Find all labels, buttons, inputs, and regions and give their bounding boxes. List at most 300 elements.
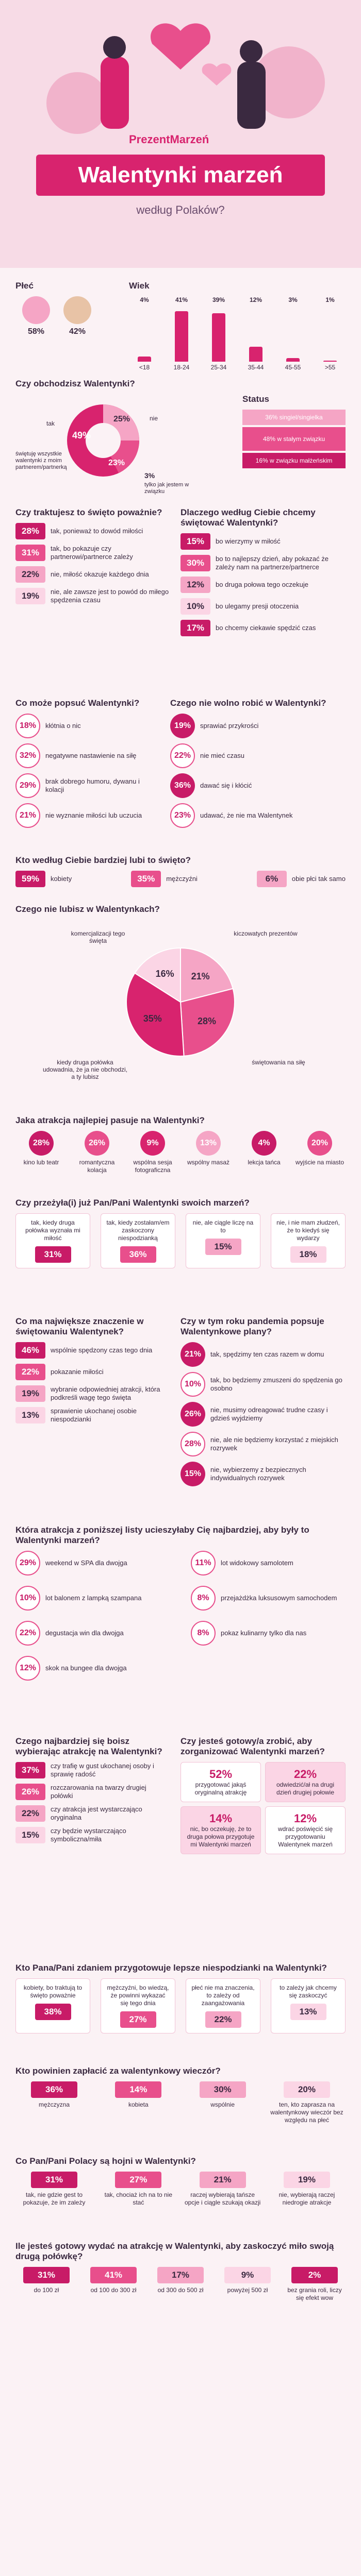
q-ruin-title: Co może popsuć Walentynki? xyxy=(15,698,140,708)
q_forbidden-value: 23% xyxy=(170,803,195,828)
age-bar-value: 12% xyxy=(249,296,262,303)
q_dream-card xyxy=(186,1213,260,1268)
q_why-row xyxy=(180,598,346,615)
q_organizer-card xyxy=(15,1978,90,2033)
q_bucket-label: przejażdżka luksusowym samochodem xyxy=(221,1594,337,1602)
heart-icon xyxy=(151,23,210,70)
q_ready-value: 14% xyxy=(209,1812,233,1825)
q-dislike xyxy=(15,904,346,1105)
q_spend-value: 2% xyxy=(291,2267,338,2283)
q_ready-label: odwiedzić/ał na drugi dzień drugiej połowie xyxy=(276,1781,335,1796)
forbidden-list xyxy=(170,714,346,828)
q_bucket-row xyxy=(15,1551,170,1575)
q_spend-item xyxy=(83,2267,144,2302)
q_dream-value: 15% xyxy=(205,1239,241,1255)
q_dream-value: 36% xyxy=(120,1246,156,1263)
q_pandemic-label: nie, ale nie będziemy korzystać z miejskich rozrywek xyxy=(210,1436,338,1452)
q_pandemic-label: tak, bo będziemy zmuszeni do spędzenia go osobno xyxy=(210,1376,342,1392)
age-bar xyxy=(249,347,262,362)
q_spend-item xyxy=(150,2267,211,2302)
q_forbidden-label: nie mieć czasu xyxy=(200,752,244,759)
who-value: 6% xyxy=(257,871,287,887)
q_attraction-label: wspólny masaż xyxy=(187,1159,230,1166)
q_pay-item xyxy=(15,2081,93,2124)
who-label: obie płci tak samo xyxy=(291,875,346,883)
age-bar-wrap xyxy=(249,305,262,362)
q_serious-row xyxy=(15,523,170,539)
q_why-row xyxy=(180,533,346,550)
q-who-title: Kto według Ciebie bardziej lubi to święto? xyxy=(15,855,191,865)
age-bar-wrap xyxy=(323,305,337,362)
q_fear-value: 15% xyxy=(15,1827,45,1843)
dislike-label-2: kiedy druga połówka udowadnia, że ja nie obchodzi, a ty lubisz xyxy=(42,1059,128,1080)
q_poles-value: 19% xyxy=(284,2172,330,2188)
female-value: 58% xyxy=(27,327,45,336)
q_poles-item xyxy=(268,2172,346,2207)
dislike-label-0: kiczowatych prezentów xyxy=(234,930,298,937)
q_why-label: bo wierzymy w miłość xyxy=(216,537,281,545)
pie-value-label: 28% xyxy=(197,1016,216,1027)
q_forbidden-value: 19% xyxy=(170,714,195,738)
q_bucket-value: 11% xyxy=(191,1551,216,1575)
q-forbidden-title: Czego nie wolno robić w Walentynki? xyxy=(170,698,326,708)
q_bucket-row xyxy=(191,1586,346,1611)
q_bucket-row xyxy=(15,1586,170,1611)
q_attraction-value: 28% xyxy=(29,1131,54,1156)
q_serious-label: tak, ponieważ to dowód miłości xyxy=(51,527,143,535)
q_organizer-label: to zależy jak chcemy się zaskoczyć xyxy=(280,1984,337,1999)
who-row xyxy=(131,871,198,887)
q_why-value: 30% xyxy=(180,555,210,571)
q_bucket-label: lot widokowy samolotem xyxy=(221,1559,293,1567)
q_poles-value: 21% xyxy=(200,2172,246,2188)
serious-list xyxy=(15,523,170,604)
q_ready-card xyxy=(180,1806,261,1854)
q_attraction-item xyxy=(15,1131,67,1174)
age-bar-col xyxy=(277,296,308,371)
gender-title: Płeć xyxy=(15,281,34,291)
hero xyxy=(0,0,361,268)
q_dream-value: 18% xyxy=(290,1246,326,1263)
q_poles-label: tak, nie gdzie gest to pokazuje, że im zależy xyxy=(23,2191,86,2206)
who-value: 59% xyxy=(15,871,45,887)
q-who xyxy=(15,855,346,892)
q_spend-item xyxy=(15,2267,77,2302)
q_pay-label: mężczyzna xyxy=(38,2101,70,2108)
q_dream-card xyxy=(101,1213,175,1268)
organizer-list xyxy=(15,1978,346,2033)
q_ready-card xyxy=(265,1806,346,1854)
q_serious-row xyxy=(15,545,170,561)
q_pay-value: 30% xyxy=(200,2081,246,2098)
q_attraction-item xyxy=(238,1131,290,1174)
female-icon xyxy=(22,296,50,324)
q_organizer-value: 27% xyxy=(120,2011,156,2028)
age-bar-wrap xyxy=(175,305,188,362)
q_why-value: 10% xyxy=(180,598,210,615)
q_forbidden-row xyxy=(170,714,346,738)
male-value: 42% xyxy=(69,327,86,336)
ruin-list xyxy=(15,714,160,828)
q_spend-item xyxy=(217,2267,278,2302)
q_attraction-item xyxy=(183,1131,234,1174)
dislike-label-3: komercjalizacji tego święta xyxy=(71,930,125,944)
q_forbidden-label: sprawiać przykrości xyxy=(200,722,259,730)
age-bar-wrap xyxy=(138,305,151,362)
q_pay-label: wspólnie xyxy=(210,2101,235,2108)
q_bucket-row xyxy=(191,1551,346,1575)
q_meaning-row xyxy=(15,1342,170,1359)
q_bucket-label: degustacja win dla dwojga xyxy=(45,1629,124,1637)
q_ready-label: wdrać poświęcić się przygotowaniu Walentynek marzeń xyxy=(277,1825,333,1848)
celebrate-label-no: nie xyxy=(150,415,158,422)
page-title: Walentynki marzeń xyxy=(36,155,325,196)
q_ready-value: 22% xyxy=(293,1768,317,1781)
q_serious-value: 19% xyxy=(15,588,45,604)
q_pandemic-value: 26% xyxy=(180,1402,205,1427)
q_ruin-value: 32% xyxy=(15,743,40,768)
q_spend-value: 9% xyxy=(224,2267,271,2283)
q_meaning-row xyxy=(15,1407,170,1423)
q_ready-card xyxy=(265,1762,346,1802)
age-bar-col xyxy=(203,296,234,371)
who-value: 35% xyxy=(131,871,161,887)
age-bar xyxy=(175,311,188,362)
pie-value-label: 16% xyxy=(155,968,174,979)
q_why-row xyxy=(180,577,346,593)
bucket-list-right xyxy=(191,1551,346,1691)
q_ruin-value: 21% xyxy=(15,803,40,828)
spend-list xyxy=(15,2267,346,2302)
pie-value-label: 35% xyxy=(143,1013,162,1024)
q-celebrate xyxy=(15,379,346,497)
q-dream-title: Czy przeżyła(i) już Pan/Pani Walentynki swoich marzeń? xyxy=(15,1198,250,1208)
q_organizer-card xyxy=(271,1978,346,2033)
q_spend-label: od 300 do 500 zł xyxy=(157,2286,204,2294)
q_attraction-item xyxy=(294,1131,346,1174)
celebrate-label-yes: tak xyxy=(46,420,55,427)
q_attraction-value: 26% xyxy=(85,1131,109,1156)
q_pandemic-value: 15% xyxy=(180,1462,205,1486)
q_attraction-label: lekcja tańca xyxy=(248,1159,281,1166)
q_serious-label: nie, miłość okazuje każdego dnia xyxy=(51,570,149,578)
q-ruin-forbidden xyxy=(15,698,346,833)
q_dream-value: 31% xyxy=(35,1246,71,1263)
q_organizer-label: kobiety, bo traktują to święto poważnie xyxy=(23,1984,83,1999)
q_dream-label: nie, i nie mam złudzeń, że to kiedyś się wydarzy xyxy=(276,1219,340,1242)
q_why-value: 12% xyxy=(180,577,210,593)
q_pay-item xyxy=(268,2081,346,2124)
q_meaning-value: 19% xyxy=(15,1385,45,1402)
q_ready-label: nic, bo oczekuję, że to druga połowa przygotuje mi Walentynki marzeń xyxy=(187,1825,255,1848)
age-bar-value: 39% xyxy=(212,296,225,303)
q-bucket-title: Która atrakcja z poniższej listy ucieszyłaby Cię najbardziej, aby były to Walentynki marzeń? xyxy=(15,1525,309,1545)
q_dream-label: tak, kiedy druga połówka wyznała mi miłość xyxy=(25,1219,80,1242)
celebrate-value-relationship: 3% xyxy=(144,471,155,480)
age-bar-col xyxy=(315,296,346,371)
q_pandemic-row xyxy=(180,1462,346,1486)
q_forbidden-label: udawać, że nie ma Walentynek xyxy=(200,811,293,819)
celebrate-value-all: 23% xyxy=(108,459,125,467)
q_poles-item xyxy=(184,2172,261,2207)
q_ready-label: przygotować jakąś oryginalną atrakcję xyxy=(194,1781,247,1796)
q-pay-title: Kto powinien zapłacić za walentynkowy wieczór? xyxy=(15,2066,221,2076)
q_pay-value: 14% xyxy=(115,2081,161,2098)
q_pandemic-label: tak, spędzimy ten czas razem w domu xyxy=(210,1350,324,1358)
q-spend xyxy=(15,2241,346,2302)
q_serious-value: 31% xyxy=(15,545,45,561)
q_spend-label: powyżej 500 zł xyxy=(227,2286,268,2294)
q_dream-label: nie, ale ciągle liczę na to xyxy=(192,1219,254,1234)
q_meaning-value: 22% xyxy=(15,1364,45,1380)
q_bucket-value: 8% xyxy=(191,1586,216,1611)
pie-value-label: 21% xyxy=(191,971,210,982)
q-celebrate-title: Czy obchodzisz Walentynki? xyxy=(15,379,135,388)
age-bar-label: 35-44 xyxy=(248,364,264,371)
q_poles-value: 31% xyxy=(31,2172,77,2188)
age-bar-label: 45-55 xyxy=(285,364,301,371)
q_dream-label: tak, kiedy zostałam/em zaskoczony niespodzianką xyxy=(106,1219,170,1242)
q_organizer-card xyxy=(101,1978,175,2033)
age-bar-wrap xyxy=(286,305,300,362)
who-row xyxy=(257,871,346,887)
age-title: Wiek xyxy=(129,281,150,291)
dream-list xyxy=(15,1213,346,1268)
q_bucket-row xyxy=(15,1621,170,1646)
q-dream xyxy=(15,1198,346,1268)
q_fear-label: czy trafię w gust ukochanej osoby i sprawię radość xyxy=(51,1762,154,1778)
q_attraction-value: 20% xyxy=(307,1131,332,1156)
q-poles xyxy=(15,2156,346,2207)
q_forbidden-row xyxy=(170,743,346,768)
who-label: kobiety xyxy=(51,875,72,883)
q_bucket-label: skok na bungee dla dwojga xyxy=(45,1664,127,1672)
heart-icon xyxy=(202,63,232,86)
q-poles-title: Co Pan/Pani Polacy są hojni w Walentynki? xyxy=(15,2156,196,2166)
age-bar xyxy=(286,358,300,362)
q_why-label: bo to najlepszy dzień, aby pokazać że zależy nam na partnerze/partnerce xyxy=(216,555,329,571)
man-figure xyxy=(101,57,129,129)
page-subtitle: według Polaków? xyxy=(136,204,225,216)
q_ruin-value: 18% xyxy=(15,714,40,738)
q_pay-label: ten, kto zaprasza na walentynkowy wieczór bez względu na płeć xyxy=(270,2101,343,2124)
q_why-label: bo ulegamy presji otoczenia xyxy=(216,602,299,610)
status-title: Status xyxy=(242,394,269,404)
q_pandemic-row xyxy=(180,1432,346,1456)
q_fear-label: rozczarowania na twarzy drugiej połówki xyxy=(51,1784,146,1800)
q_forbidden-value: 36% xyxy=(170,773,195,798)
q_fear-label: czy atrakcja jest wystarczająco oryginalna xyxy=(51,1805,142,1821)
status-married: 16% w związku małżeńskim xyxy=(242,453,346,468)
q-meaning-pandemic xyxy=(15,1316,346,1492)
who-row xyxy=(15,871,72,887)
attraction-list xyxy=(15,1131,346,1174)
q_ruin-row xyxy=(15,743,160,768)
q_pandemic-row xyxy=(180,1402,346,1427)
q_serious-label: nie, ale zawsze jest to powód do miłego spędzenia czasu xyxy=(51,588,169,604)
age-bar-label: 25-34 xyxy=(210,364,227,371)
q_fear-label: czy będzie wystarczająco symboliczna/miła xyxy=(51,1827,126,1843)
q_forbidden-value: 22% xyxy=(170,743,195,768)
q-spend-title: Ile jesteś gotowy wydać na atrakcję w Walentynki, aby zaskoczyć miło swoją drugą połówkę? xyxy=(15,2241,334,2261)
q_poles-value: 27% xyxy=(115,2172,161,2188)
q_pandemic-value: 28% xyxy=(180,1432,205,1456)
q_fear-value: 37% xyxy=(15,1762,45,1778)
q_why-label: bo druga połowa tego oczekuje xyxy=(216,581,308,588)
q_ready-card xyxy=(180,1762,261,1802)
q_why-label: bo chcemy ciekawie spędzić czas xyxy=(216,624,316,632)
q_attraction-value: 13% xyxy=(196,1131,221,1156)
q_organizer-value: 22% xyxy=(205,2011,241,2028)
age-bar-label: <18 xyxy=(139,364,150,371)
q_pay-label: kobieta xyxy=(128,2101,149,2108)
age-bar-value: 1% xyxy=(325,296,335,303)
q_bucket-value: 29% xyxy=(15,1551,40,1575)
q_bucket-row xyxy=(191,1621,346,1646)
q_fear-row xyxy=(15,1805,170,1822)
q_bucket-value: 8% xyxy=(191,1621,216,1646)
q_pandemic-label: nie, musimy odreagować trudne czasy i gdzieś wyjdziemy xyxy=(210,1406,328,1422)
q-attraction xyxy=(15,1115,346,1174)
q_forbidden-label: dawać się i kłócić xyxy=(200,782,252,789)
fear-list xyxy=(15,1762,170,1843)
celebrate-value-no: 25% xyxy=(113,415,130,423)
q_fear-row xyxy=(15,1827,170,1843)
who-list xyxy=(15,871,346,892)
q_poles-label: tak, chociaż ich na to nie stać xyxy=(104,2191,173,2206)
q_spend-label: do 100 zł xyxy=(34,2286,59,2294)
q_pay-item xyxy=(100,2081,177,2124)
pandemic-list xyxy=(180,1342,346,1486)
q_serious-value: 28% xyxy=(15,523,45,539)
age-bar-label: >55 xyxy=(324,364,336,371)
q_meaning-value: 13% xyxy=(15,1407,45,1423)
q_pandemic-row xyxy=(180,1342,346,1367)
q_ruin-label: brak dobrego humoru, dywanu i kolacji xyxy=(45,777,140,793)
q_ruin-row xyxy=(15,714,160,738)
q_attraction-label: kino lub teatr xyxy=(23,1159,59,1166)
q_pandemic-value: 21% xyxy=(180,1342,205,1367)
q_forbidden-row xyxy=(170,803,346,828)
status-single: 36% singiel/singielka xyxy=(242,410,346,425)
q-dislike-title: Czego nie lubisz w Walentynkach? xyxy=(15,904,160,914)
q_forbidden-row xyxy=(170,773,346,798)
q_attraction-item xyxy=(71,1131,123,1174)
q_serious-value: 22% xyxy=(15,566,45,583)
q_organizer-card xyxy=(186,1978,260,2033)
age-bar-label: 18-24 xyxy=(173,364,190,371)
q_pandemic-row xyxy=(180,1372,346,1397)
q-fear-title: Czego najbardziej się boisz wybierając atrakcję na Walentynki? xyxy=(15,1736,162,1756)
poles-list xyxy=(15,2172,346,2207)
q_dream-card xyxy=(271,1213,346,1268)
q_why-row xyxy=(180,555,346,571)
q-organizer-title: Kto Pana/Pani zdaniem przygotowuje lepsze niespodzianki na Walentynki? xyxy=(15,1963,327,1973)
q-serious-title: Czy traktujesz to święto poważnie? xyxy=(15,507,162,517)
pay-list xyxy=(15,2081,346,2124)
q_pay-value: 36% xyxy=(31,2081,77,2098)
q_ready-value: 12% xyxy=(293,1812,317,1825)
q_meaning-row xyxy=(15,1385,170,1402)
q-pandemic-title: Czy w tym roku pandemia popsuje Walentynkowe plany? xyxy=(180,1316,324,1336)
q-serious-why xyxy=(15,507,346,641)
age-bar-col xyxy=(166,296,197,371)
demographics xyxy=(15,281,346,371)
q_serious-row xyxy=(15,588,170,604)
q_ruin-label: nie wyznanie miłości lub uczucia xyxy=(45,811,142,819)
q_meaning-row xyxy=(15,1364,170,1380)
q_organizer-label: mężczyźni, bo wiedzą, że powinni wykazać się tego dnia xyxy=(107,1984,169,2007)
q_poles-label: nie, wybierają raczej niedrogie atrakcje xyxy=(278,2191,335,2206)
q-why-title: Dlaczego według Ciebie chcemy świętować Walentynki? xyxy=(180,507,316,528)
q_spend-value: 41% xyxy=(90,2267,137,2283)
celebrate-label-all: świętuję wszystkie walentynki z moim partnerem/partnerką xyxy=(15,451,67,470)
q-ready-title: Czy jesteś gotowy/a zrobić, aby zorganizować Walentynki marzeń? xyxy=(180,1736,325,1756)
male-icon xyxy=(63,296,91,324)
q_attraction-value: 4% xyxy=(252,1131,276,1156)
q_why-value: 17% xyxy=(180,620,210,636)
q_meaning-value: 46% xyxy=(15,1342,45,1359)
woman-figure xyxy=(237,62,266,129)
q-bucket xyxy=(15,1525,346,1691)
q_spend-item xyxy=(284,2267,346,2302)
meaning-list xyxy=(15,1342,170,1423)
q_pay-value: 20% xyxy=(284,2081,330,2098)
q_organizer-label: płeć nie ma znaczenia, to zależy od zaangażowania xyxy=(191,1984,255,2007)
q_ruin-row xyxy=(15,773,160,798)
q_bucket-label: lot balonem z lampką szampana xyxy=(45,1594,142,1602)
q_spend-value: 31% xyxy=(23,2267,70,2283)
q_bucket-value: 10% xyxy=(15,1586,40,1611)
age-bar-wrap xyxy=(212,305,225,362)
celebrate-value-yes: 49% xyxy=(72,430,91,440)
q_pandemic-label: nie, wybierzemy z bezpiecznych indywidualnych rozrywek xyxy=(210,1466,306,1482)
q_fear-row xyxy=(15,1762,170,1778)
status-relationship: 48% w stałym związku xyxy=(242,427,346,451)
q_bucket-label: pokaz kulinarny tylko dla nas xyxy=(221,1629,307,1637)
q_ready-value: 52% xyxy=(209,1768,233,1781)
q_spend-label: od 100 do 300 zł xyxy=(90,2286,137,2294)
age-bar-col xyxy=(129,296,160,371)
q-attraction-title: Jaka atrakcja najlepiej pasuje na Walentynki? xyxy=(15,1115,205,1125)
q_ruin-label: negatywne nastawienie na siłę xyxy=(45,752,137,759)
age-bar xyxy=(323,361,337,362)
q_poles-label: raczej wybierają tańsze opcje i ciągle szukają okazji xyxy=(184,2191,261,2206)
brand-logo: PrezentMarzeń xyxy=(129,133,209,146)
q_ruin-label: kłótnia o nic xyxy=(45,722,81,730)
q_attraction-item xyxy=(127,1131,178,1174)
q_meaning-label: sprawienie ukochanej osobie niespodzianki xyxy=(51,1407,137,1423)
why-list xyxy=(180,533,346,636)
q_why-value: 15% xyxy=(180,533,210,550)
q_ruin-value: 29% xyxy=(15,773,40,798)
age-bar xyxy=(138,357,151,362)
q_spend-value: 17% xyxy=(157,2267,204,2283)
age-bar-value: 41% xyxy=(175,296,188,303)
q_serious-row xyxy=(15,566,170,583)
q-pay xyxy=(15,2066,346,2124)
q_bucket-value: 12% xyxy=(15,1656,40,1681)
q_meaning-label: pokazanie miłości xyxy=(51,1368,104,1376)
age-chart xyxy=(129,296,346,371)
dislike-pie-chart xyxy=(124,945,237,1059)
q_bucket-row xyxy=(15,1656,170,1681)
q_meaning-label: wspólnie spędzony czas tego dnia xyxy=(51,1346,153,1354)
q-fear-ready xyxy=(15,1736,346,1854)
q-organizer xyxy=(15,1963,346,2033)
age-bar-col xyxy=(240,296,271,371)
age-bar-value: 4% xyxy=(140,296,149,303)
